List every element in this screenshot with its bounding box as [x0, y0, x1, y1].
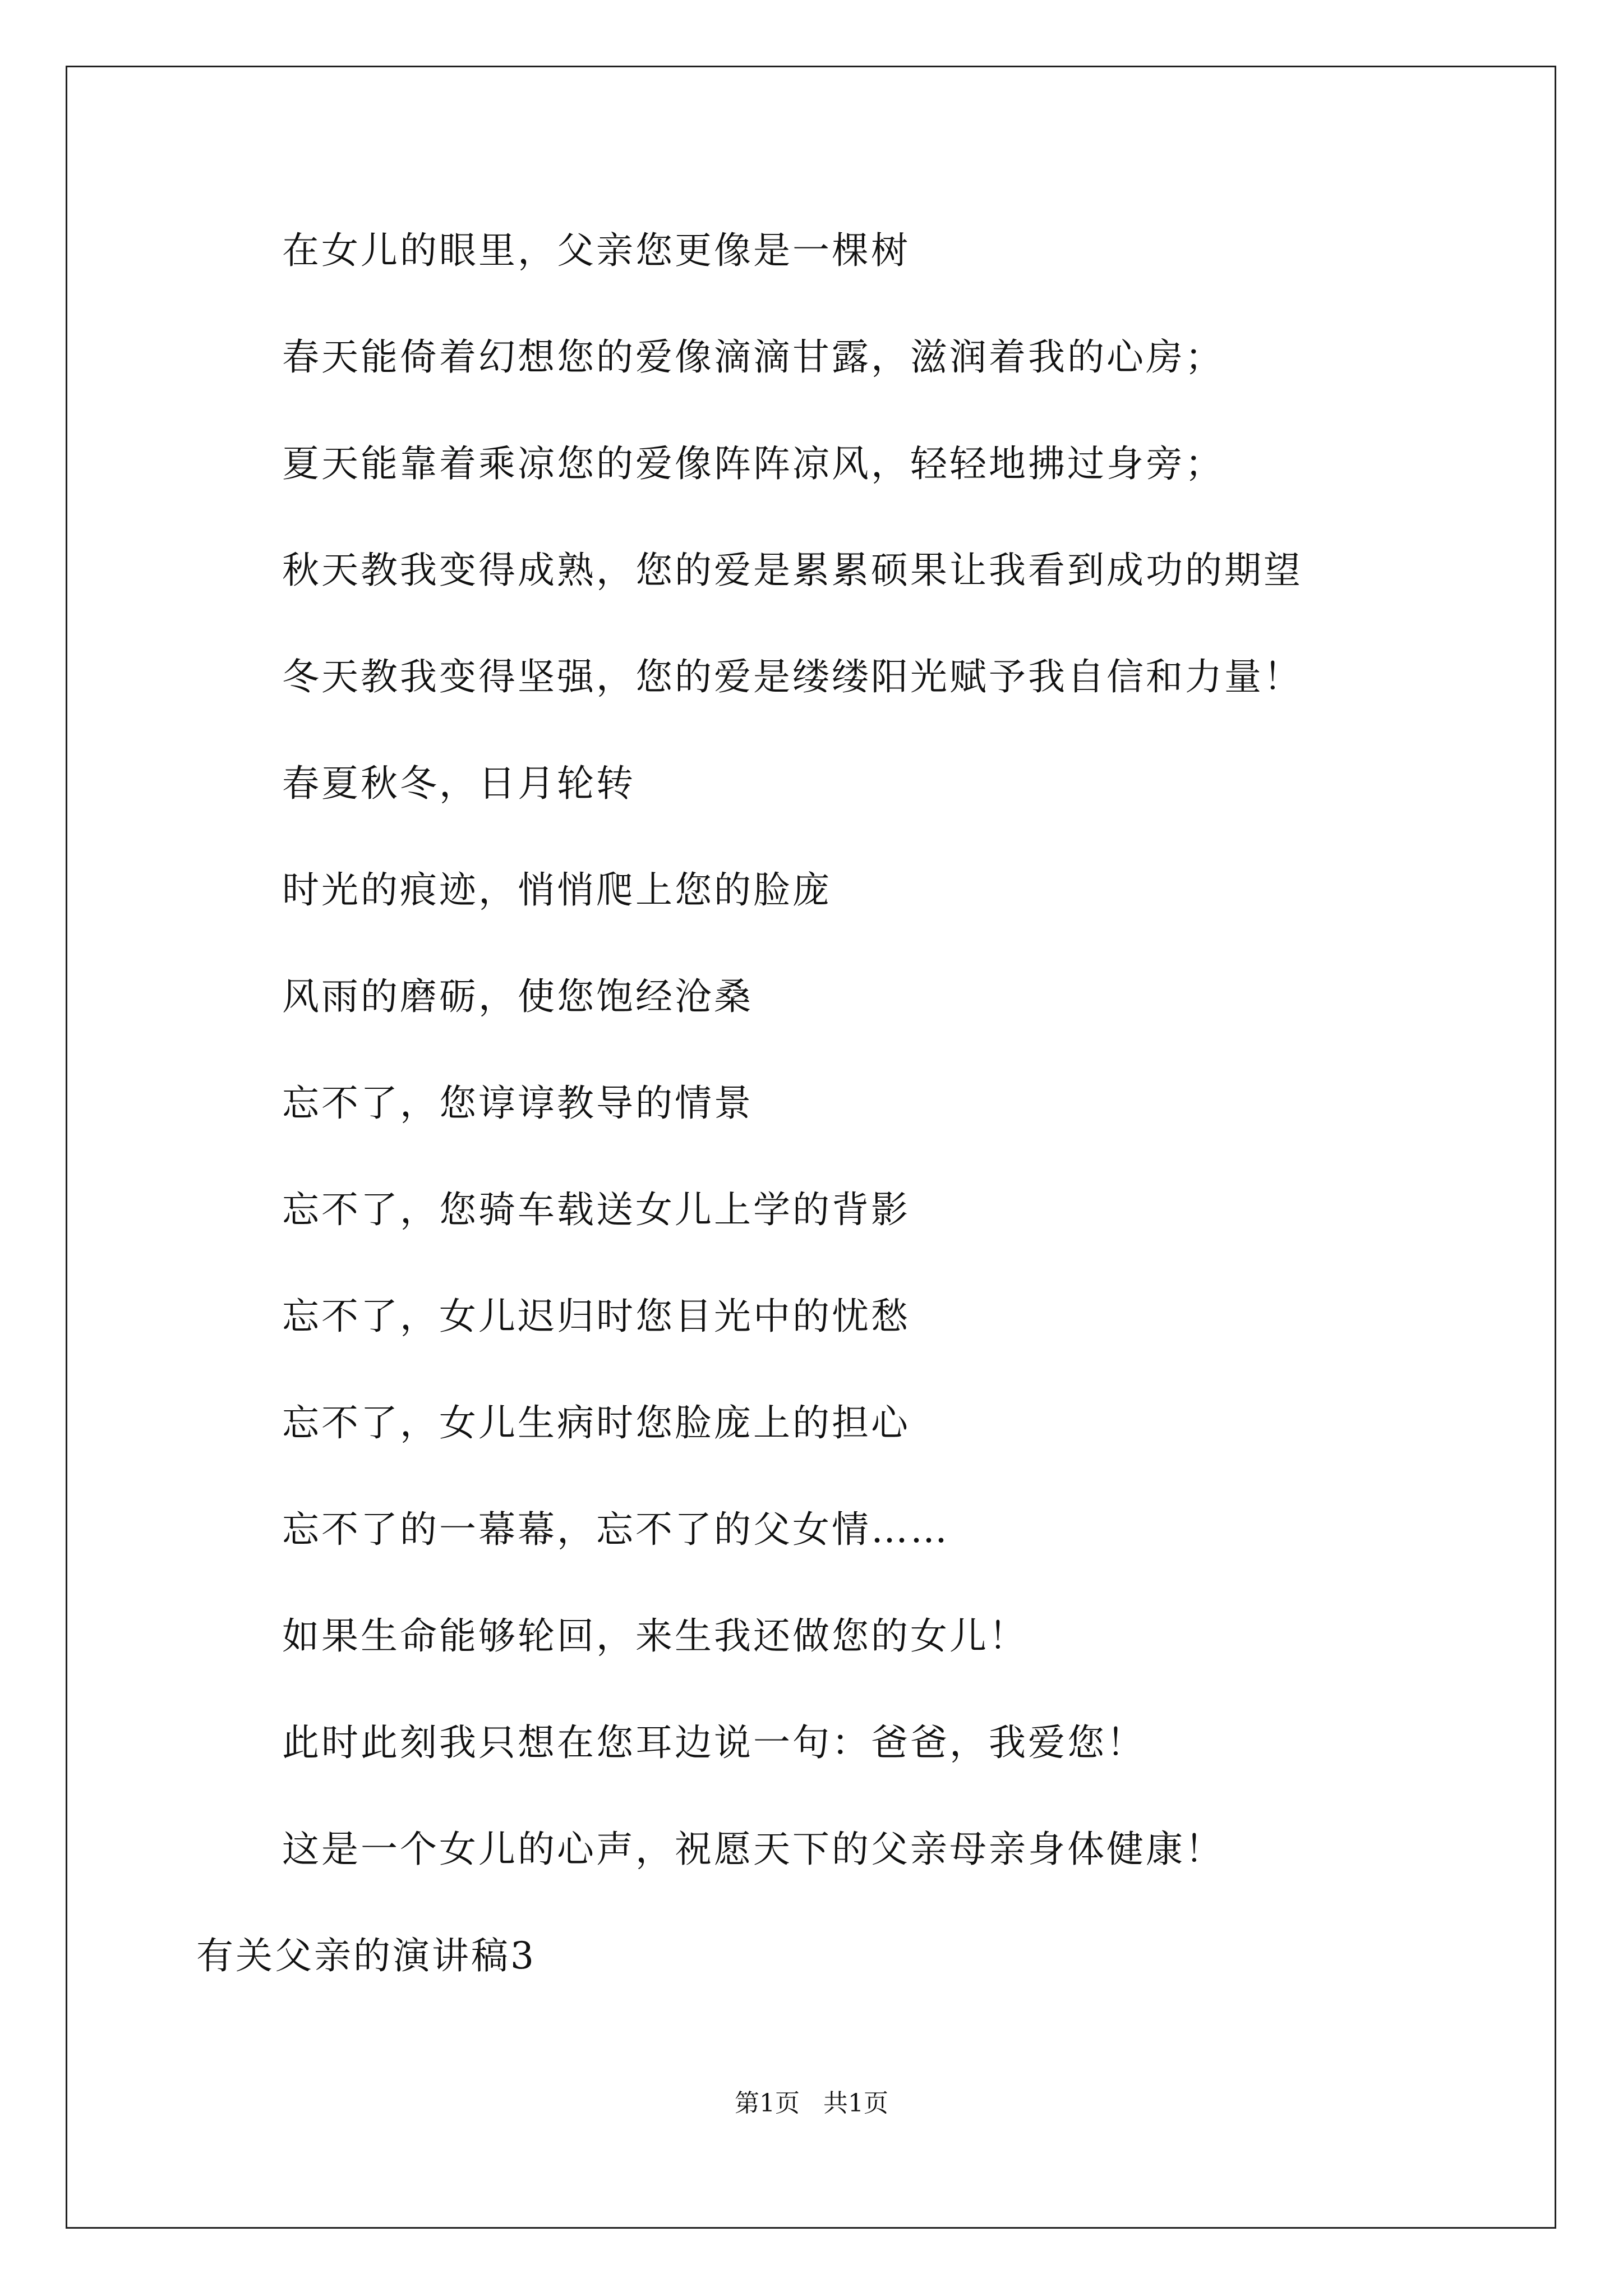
body-line: 忘不了，您谆谆教导的情景 — [282, 1082, 753, 1125]
body-line: 风雨的磨砺，使您饱经沧桑 — [282, 975, 753, 1018]
page-total: 共1页 — [823, 2089, 888, 2118]
page-border — [66, 66, 1556, 2229]
body-line: 春天能倚着幻想您的爱像滴滴甘露，滋润着我的心房； — [282, 335, 1224, 379]
body-line: 如果生命能够轮回，来生我还做您的女儿！ — [282, 1614, 1028, 1658]
section-heading: 有关父亲的演讲稿3 — [196, 1934, 536, 1977]
body-line: 这是一个女儿的心声，祝愿天下的父亲母亲身体健康！ — [282, 1828, 1224, 1871]
body-line: 冬天教我变得坚强，您的爱是缕缕阳光赋予我自信和力量！ — [282, 655, 1303, 698]
body-line: 忘不了，您骑车载送女儿上学的背影 — [282, 1188, 910, 1231]
body-line: 时光的痕迹，悄悄爬上您的脸庞 — [282, 868, 832, 912]
body-line: 忘不了，女儿迟归时您目光中的忧愁 — [282, 1295, 910, 1338]
page-footer — [0, 2087, 1623, 2120]
body-line: 忘不了的一幕幕，忘不了的父女情…… — [282, 1508, 949, 1551]
body-line: 夏天能靠着乘凉您的爱像阵阵凉风，轻轻地拂过身旁； — [282, 442, 1224, 485]
body-line: 春夏秋冬，日月轮转 — [282, 762, 635, 805]
page-number: 第1页 — [735, 2089, 800, 2118]
body-line: 秋天教我变得成熟，您的爱是累累硕果让我看到成功的期望 — [282, 549, 1303, 592]
body-line: 此时此刻我只想在您耳边说一句：爸爸，我爱您！ — [282, 1721, 1146, 1764]
body-line: 忘不了，女儿生病时您脸庞上的担心 — [282, 1401, 910, 1444]
body-line: 在女儿的眼里，父亲您更像是一棵树 — [282, 229, 910, 272]
